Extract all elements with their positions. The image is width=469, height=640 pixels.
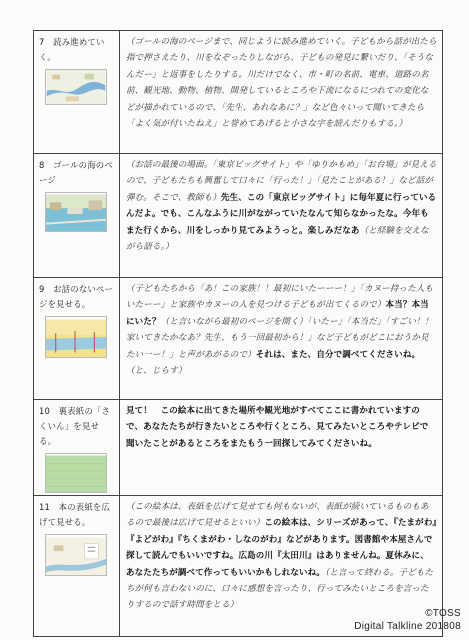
direction-text: （ゴールの海のページまで、同じように読み進めていく。子どもから話が出たら指で押さえたり、川をなぞったりしながら、子どもの発見に繋いだり、「そうなんだー」と返事をしたりする。川だけでなく、市・町の名前、電車、道路の名前、観光地、動物、植物、開発しているところや下流になるにつれての変化などが描かれているので、「先生、あれなあに？」など色々いって聞いてきたら「よく気が付いたねえ」と誉めてあげると小さな字を読んだりもする。） bbox=[126, 37, 437, 130]
direction-text: （子どもたちから「あ！この家族！！最初にいたーーー！」「カヌー持った人もいたーー」と家族やカヌーの人を見つける子どもが出てくるので） bbox=[126, 284, 434, 311]
row-content bbox=[120, 278, 442, 399]
series-label: Digital Talkline 201808 bbox=[354, 621, 461, 632]
copyright-text: ©TOSS bbox=[425, 608, 461, 619]
step-label: 7 読み進めていく。 bbox=[39, 37, 105, 62]
step-label: 11 本の表紙を広げて見せる。 bbox=[39, 502, 111, 527]
lesson-row bbox=[34, 400, 442, 496]
direction-text: （この絵本は、表紙を広げて見せても何もないが、表紙が続いているものもあるので最後は広げて見せるといい） bbox=[126, 502, 429, 529]
step-cell bbox=[34, 31, 120, 153]
step-cell bbox=[34, 278, 120, 399]
step-label: 8 ゴールの海のページ bbox=[39, 160, 113, 185]
book-page-thumbnail bbox=[45, 192, 107, 232]
step-label: 10 裏表紙の「さくいん」を見せる。 bbox=[39, 406, 111, 446]
step-cell bbox=[34, 154, 120, 277]
step-label: 9 お話のないページを見せる。 bbox=[39, 284, 114, 309]
page-footer bbox=[354, 607, 461, 633]
row-content bbox=[120, 400, 442, 495]
direction-text: （お話の最後の場面。「東京ビッグサイト」や「ゆりかもめ」「お台場」が見えるので、子どもたちも興奮して口々に「行った！」「見たことがある！」など話が弾む。そこで、教師も） bbox=[126, 160, 437, 203]
book-page-thumbnail bbox=[45, 453, 107, 493]
lesson-row bbox=[34, 278, 442, 400]
teacher-line: この絵本は、シリーズがあって、『たまがわ』『よどがわ』『ちくまがわ・しなのがわ』などがあります。図書館や本屋さんで探して読んでもいいですね。広島の川『太田川』はありませんね。夏休みに、あなたたちが調べて作ってもいいかもしれないね。 bbox=[126, 518, 437, 578]
row-content bbox=[120, 154, 442, 277]
teacher-line: 先生、この「東京ビッグサイト」に毎年夏に行っているんだよ。でも、こんなふうに川がながっていたなんて知らなかったな。今年もまた行くから、川をしっかり見てみようっと。楽しみだなあ bbox=[126, 192, 437, 236]
row-content bbox=[120, 31, 442, 153]
direction-text: （と言いながら最初のページを開く）「いたー」「本当だ」「すごい！！家いてきたかなあ？先生、もう一回最初から！」など子どもがどこにおうか見たい一ー！」と声があがるので） bbox=[126, 316, 434, 360]
teacher-line: 本当？本当にいた？ bbox=[126, 300, 429, 327]
teacher-line: それは、また、自分で調べてくださいね。 bbox=[255, 349, 421, 360]
direction-text: （と言って終わる。子どもたちが何も言わないのに、口々に感想を言ったり、行ってみたいところを言ったりするので話す時間をとる） bbox=[126, 567, 434, 611]
book-cover-thumbnail bbox=[45, 534, 107, 576]
lesson-row bbox=[34, 31, 442, 154]
step-cell bbox=[34, 400, 120, 495]
lesson-row bbox=[34, 154, 442, 278]
book-page-thumbnail bbox=[45, 69, 107, 105]
lesson-table bbox=[33, 30, 443, 637]
step-cell bbox=[34, 496, 120, 636]
book-page-thumbnail bbox=[45, 316, 107, 358]
teacher-line: 見て！ この絵本に出てきた場所や観光地がすべてここに書かれていますので、あなたたちが行きたいところや行くところ、見てみたいところやテレビで聞いたことがあるところをまたもう一回探してみてくださいね。 bbox=[126, 406, 429, 449]
direction-text: （と経験を交えながら語る。） bbox=[126, 225, 429, 253]
direction-text: （と、じらす） bbox=[126, 366, 187, 377]
